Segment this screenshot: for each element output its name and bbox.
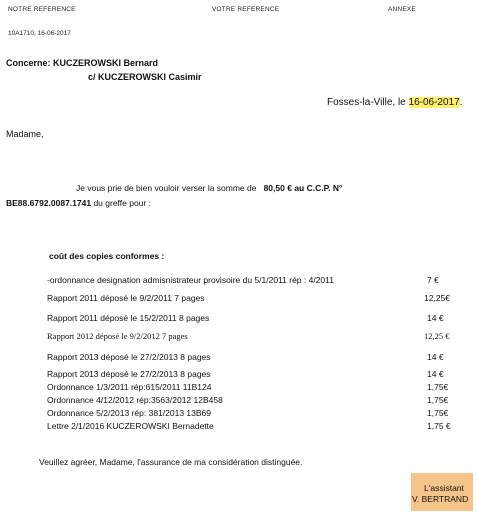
costs-title: coût des copies conformes :	[49, 251, 165, 261]
item-price: 14 €	[427, 313, 444, 323]
item-description: Rapport 2011 déposé le 15/2/2011 8 pages	[47, 313, 210, 323]
list-item	[47, 352, 477, 363]
list-item	[47, 408, 477, 419]
item-price: 12,25€	[424, 293, 450, 303]
list-item	[47, 369, 477, 380]
item-price: 1,75€	[427, 395, 449, 405]
list-item	[47, 275, 477, 286]
body-line2-suffix: du greffe pour :	[93, 198, 151, 208]
reference-value: 10A1710, 16-06-2017	[8, 30, 71, 37]
date-end: .	[459, 97, 463, 108]
concerne-line	[6, 58, 158, 68]
signature-title: L'assistant	[424, 483, 464, 493]
item-price: 1,75€	[427, 408, 449, 418]
account-number: BE88.6792.0087.1741	[6, 198, 92, 208]
item-description: Lettre 2/1/2016 KUCZEROWSKI Bernadette	[47, 421, 214, 431]
list-item	[47, 331, 477, 344]
list-item	[47, 293, 477, 304]
item-description: Rapport 2013 déposé le 27/2/2013 8 pages	[47, 352, 211, 362]
body-line1-suffix: € au C.C.P. N°	[287, 183, 343, 193]
concerne-party1: KUCZEROWSKI Bernard	[53, 58, 159, 68]
body-line-2	[6, 198, 151, 208]
signature-stamp	[411, 473, 473, 511]
item-description: Rapport 2013 déposé le 27/2/2013 8 pages	[47, 369, 211, 379]
list-item	[47, 395, 477, 406]
notre-reference-label: NOTRE REFERENCE	[8, 6, 76, 13]
place-date	[327, 97, 462, 108]
letter-date: 16-06-2017	[408, 97, 460, 108]
concerne-party2: c/ KUCZEROWSKI Casimir	[88, 72, 202, 82]
cost-items-list	[47, 275, 477, 445]
place: Fosses-la-Ville, le	[327, 97, 406, 108]
item-description: Ordonnance 1/3/2011 rép:615/2011 11B124	[47, 382, 212, 392]
item-description: -ordonnance designation admisnistrateur provisoire du 5/1/2011 rép : 4/2011	[47, 275, 334, 285]
annexe-label: ANNEXE	[388, 6, 416, 13]
signature-name: V. BERTRAND	[412, 494, 469, 504]
item-description: Ordonnance 4/12/2012 rép:3563/2012 12B458	[47, 395, 223, 405]
list-item	[47, 313, 477, 324]
concerne-label: Concerne:	[6, 58, 51, 68]
item-description: Ordonnance 5/2/2013 rép: 381/2013 13B69	[47, 408, 211, 418]
item-price: 1,75 €	[427, 421, 451, 431]
item-description: Rapport 2012 déposé le 9/2/2012 7 pages	[47, 331, 188, 341]
body-line1-prefix: Je vous prie de bien vouloir verser la somme de	[76, 183, 257, 193]
amount: 80,50	[263, 183, 285, 193]
item-price: 14 €	[427, 369, 444, 379]
item-price: 1,75€	[427, 382, 449, 392]
votre-reference-label: VOTRE REFERENCE	[212, 6, 280, 13]
list-item	[47, 382, 477, 393]
item-price: 7 €	[427, 275, 439, 285]
item-price: 14 €	[427, 352, 444, 362]
closing-sentence: Veuillez agréer, Madame, l'assurance de ma considération distinguée.	[39, 457, 303, 467]
body-line-1	[76, 183, 342, 193]
salutation: Madame,	[6, 129, 44, 139]
item-description: Rapport 2011 déposé le 9/2/2011 7 pages	[47, 293, 205, 303]
item-price: 12,25 €	[424, 331, 450, 341]
list-item	[47, 421, 477, 432]
